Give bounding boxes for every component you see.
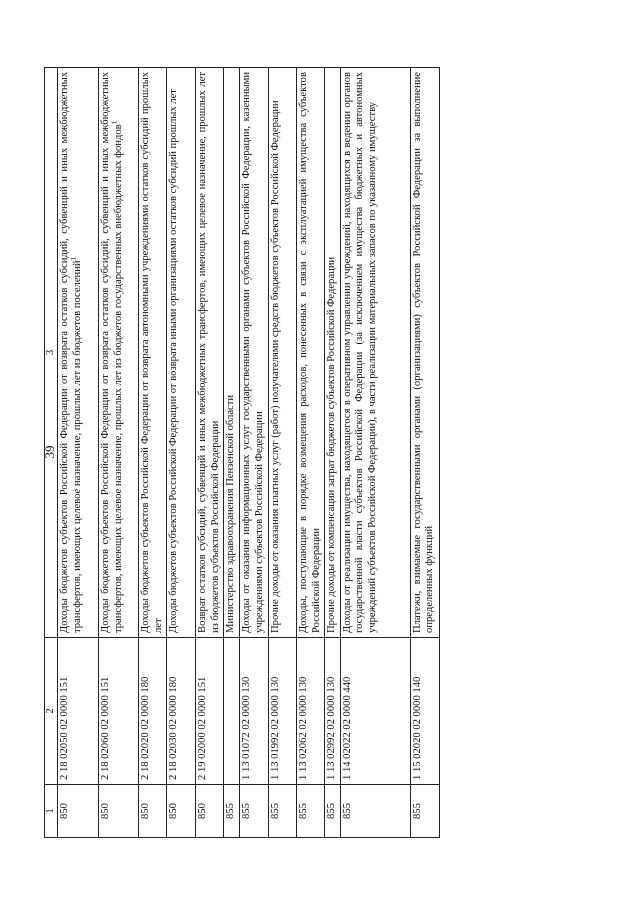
income-name-text: Доходы бюджетов субъектов Российской Федерации от возврата иными организациями остатков субсидий прошлых лет xyxy=(168,89,180,633)
income-name-text: Прочие доходы от компенсации затрат бюджетов субъектов Российской Федерации xyxy=(326,256,338,633)
income-name-text: Доходы от оказания информационных услуг государственными органами субъектов Российской Федерации, казенными учреждениями субъектов Российской Федерации xyxy=(240,72,265,633)
admin-code-cell: 855 xyxy=(239,785,268,838)
table-row xyxy=(58,68,99,838)
income-name-text: Возврат остатков субсидий, субвенций и иных межбюджетных трансфертов, имеющих целевое назначение, прошлых лет из бюджетов субъектов Российской Федерации xyxy=(197,72,221,633)
income-name-text: Доходы бюджетов субъектов Российской Федерации от возврата остатков субсидий, субвенций и иных межбюджетных трансфертов, имеющих целевое назначение, прошлых лет из бюджетов государственных внебюджетных фондов xyxy=(100,72,124,633)
admin-code-cell: 850 xyxy=(99,785,139,838)
table-row xyxy=(296,68,324,838)
table-row xyxy=(99,68,139,838)
income-name-cell xyxy=(196,68,224,638)
table-row xyxy=(268,68,296,838)
table-row xyxy=(340,68,410,838)
admin-code-cell: 850 xyxy=(167,785,196,838)
admin-code-cell: 855 xyxy=(325,785,341,838)
footnote-marker: 1 xyxy=(69,256,78,261)
income-name-text: Доходы бюджетов субъектов Российской Федерации от возврата остатков субсидий, субвенций и иных межбюджетных трансфертов, имеющих целевое назначение, прошлых лет из бюджетов поселений xyxy=(59,72,83,633)
budget-code-cell: 2 18 02060 02 0000 151 xyxy=(99,638,139,785)
admin-code-cell: 855 xyxy=(340,785,410,838)
table-row xyxy=(167,68,196,838)
budget-code-cell xyxy=(224,638,240,785)
admin-code-cell: 850 xyxy=(196,785,224,838)
income-name-cell xyxy=(139,68,167,638)
income-name-cell xyxy=(325,68,341,638)
budget-code-cell: 1 14 02022 02 0000 440 xyxy=(340,638,410,785)
budget-code-cell: 2 18 02030 02 0000 180 xyxy=(167,638,196,785)
table-row xyxy=(139,68,167,838)
income-name-text: Доходы от реализации имущества, находящегося в оперативном управлении учреждений, находящихся в ведении органов государственной власти субъектов Российской Федерации (за исключением имущества бюджетных и автономных учреждений субъектов Российской Федерации), в части реализации материальных запасов по указанному имуществу xyxy=(341,72,378,633)
income-name-text: Платежи, взимаемые государственными органами (организациями) субъектов Российской Федерации за выполнение определенных функций xyxy=(411,72,436,633)
admin-code-cell: 855 xyxy=(224,785,240,838)
revenue-codes-table xyxy=(44,67,440,838)
income-name-text: Министерство здравоохранения Пензенской области xyxy=(225,394,237,633)
budget-code-cell: 1 13 01992 02 0000 130 xyxy=(268,638,296,785)
admin-code-cell: 850 xyxy=(58,785,99,838)
table-row xyxy=(325,68,341,838)
budget-code-cell: 1 13 02992 02 0000 130 xyxy=(325,638,341,785)
table-body xyxy=(45,68,440,838)
budget-code-cell: 2 18 02050 02 0000 151 xyxy=(58,638,99,785)
admin-code-cell: 855 xyxy=(410,785,439,838)
table-header-row xyxy=(45,68,58,838)
footnote-marker: 1 xyxy=(110,120,119,125)
budget-code-cell: 1 13 01072 02 0000 130 xyxy=(239,638,268,785)
table-container xyxy=(44,68,519,838)
income-name-cell xyxy=(268,68,296,638)
income-name-text: Доходы, поступающие в порядке возмещения расходов, понесенных в связи с эксплуатацией имущества субъектов Российской Федерации xyxy=(297,72,322,633)
income-name-text: Доходы бюджетов субъектов Российской Федерации от возврата автономными учреждениями остатков субсидий прошлых лет xyxy=(140,72,164,633)
budget-code-cell: 2 18 02020 02 0000 180 xyxy=(139,638,167,785)
table-row xyxy=(410,68,439,838)
income-name-text: Прочие доходы от оказания платных услуг (работ) получателями средств бюджетов субъектов Российской Федерации xyxy=(269,100,281,633)
budget-code-cell: 2 19 02000 02 0000 151 xyxy=(196,638,224,785)
table-row xyxy=(196,68,224,838)
income-name-cell xyxy=(340,68,410,638)
header-cell-name: 3 xyxy=(45,68,58,638)
income-name-cell xyxy=(58,68,99,638)
table-row xyxy=(224,68,240,838)
income-name-cell xyxy=(410,68,439,638)
income-name-cell xyxy=(99,68,139,638)
income-name-cell xyxy=(239,68,268,638)
rotated-page-content xyxy=(44,68,519,838)
budget-code-cell: 1 13 02062 02 0000 130 xyxy=(296,638,324,785)
budget-code-cell: 1 15 02020 02 0000 140 xyxy=(410,638,439,785)
admin-code-cell: 855 xyxy=(296,785,324,838)
table-row xyxy=(239,68,268,838)
header-cell-code: 2 xyxy=(45,638,58,785)
income-name-cell xyxy=(224,68,240,638)
page-number: 39 xyxy=(42,445,57,459)
admin-code-cell: 850 xyxy=(139,785,167,838)
income-name-cell xyxy=(296,68,324,638)
admin-code-cell: 855 xyxy=(268,785,296,838)
header-cell-admin: 1 xyxy=(45,785,58,838)
income-name-cell xyxy=(167,68,196,638)
